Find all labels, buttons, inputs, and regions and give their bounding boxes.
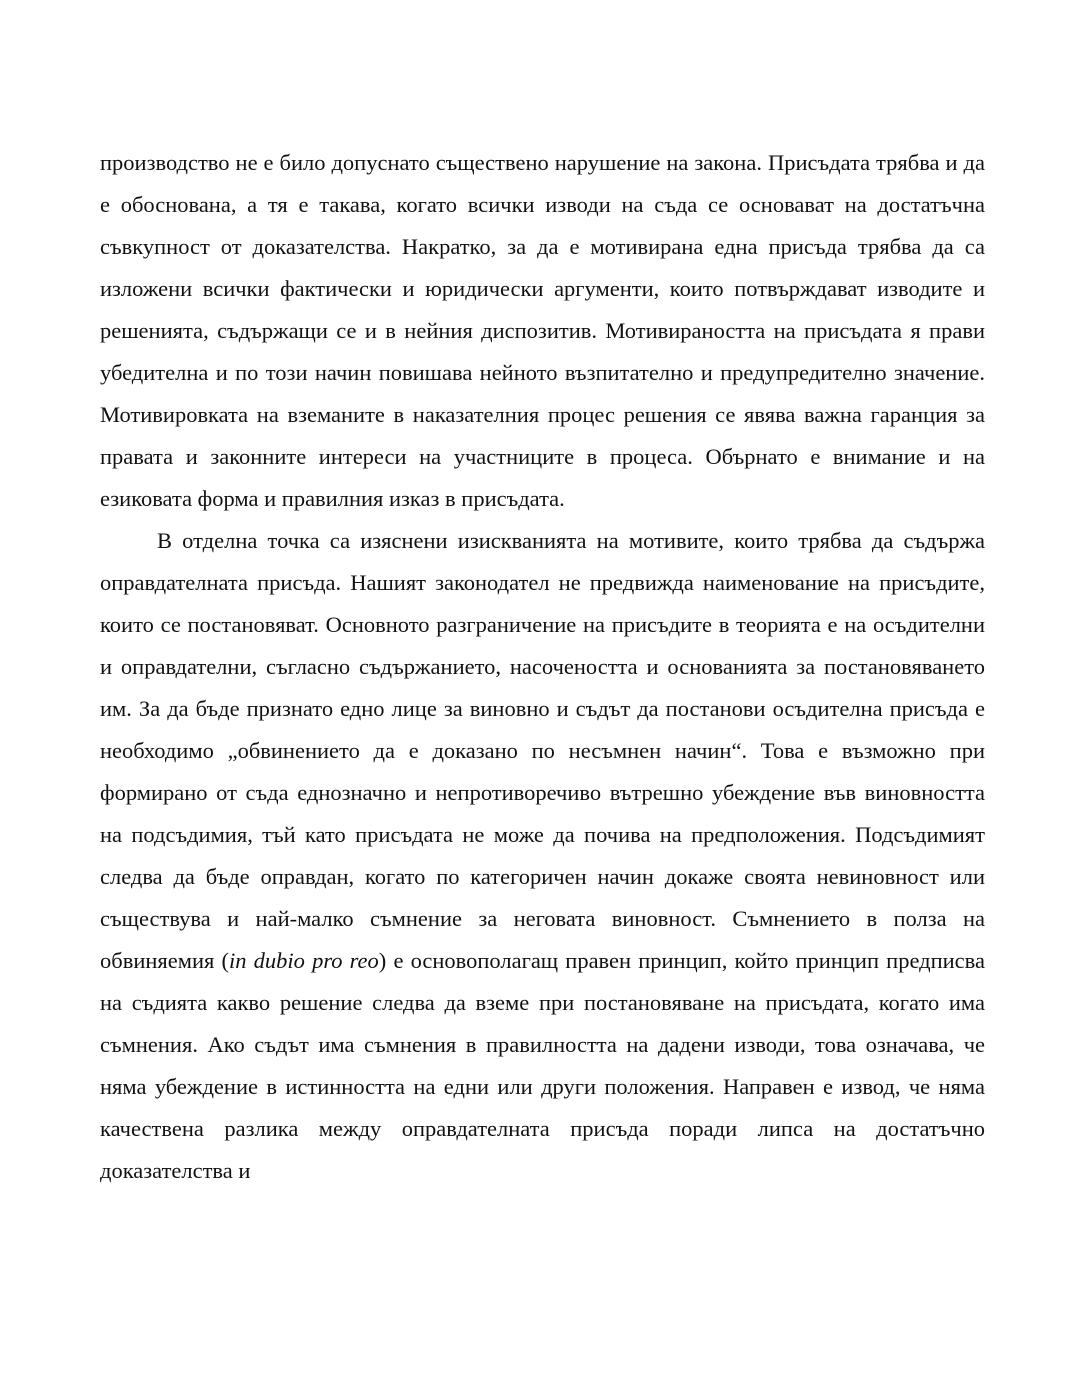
paragraph xyxy=(100,520,985,1192)
text-segment: ) е основополагащ правен принцип, който принцип предписва на съдията какво решение следва да вземе при постановяване на присъдата, когато има съмнения. Ако съдът има съмнения в правилността на дадени изводи, това означава, че няма убеждение в истинността на едни или други положения. Направен е извод, че няма качествена разлика между оправдателната присъда поради липса на достатъчно доказателства и xyxy=(100,948,985,1183)
latin-phrase-italic: in dubio pro reo xyxy=(229,948,379,973)
document-body xyxy=(100,142,985,1192)
text-segment: В отделна точка са изяснени изискванията на мотивите, които трябва да съдържа оправдателната присъда. Нашият законодател не предвижда наименование на присъдите, които се постановяват. Основното разграничение на присъдите в теорията е на осъдителни и оправдателни, съгласно съдържанието, насочеността и основанията за постановяването им. За да бъде признато едно лице за виновно и съдът да постанови осъдителна присъда е необходимо „обвинението да е доказано по несъмнен начин“. Това е възможно при формирано от съда еднозначно и непротиворечиво вътрешно убеждение във виновността на подсъдимия, тъй като присъдата не може да почива на предположения. Подсъдимият следва да бъде оправдан, когато по категоричен начин докаже своята невиновност или съществува и най-малко съмнение за неговата виновност. Съмнението в полза на обвиняемия ( xyxy=(100,528,985,973)
paragraph xyxy=(100,142,985,520)
text-segment: производство не е било допуснато съществено нарушение на закона. Присъдата трябва и да е обоснована, а тя е такава, когато всички изводи на съда се основават на достатъчна съвкупност от доказателства. Накратко, за да е мотивирана една присъда трябва да са изложени всички фактически и юридически аргументи, които потвърждават изводите и решенията, съдържащи се и в нейния диспозитив. Мотивираността на присъдата я прави убедителна и по този начин повишава нейното възпитателно и предупредително значение. Мотивировката на вземаните в наказателния процес решения се явява важна гаранция за правата и законните интереси на участниците в процеса. Обърнато е внимание и на езиковата форма и правилния изказ в присъдата. xyxy=(100,150,985,511)
